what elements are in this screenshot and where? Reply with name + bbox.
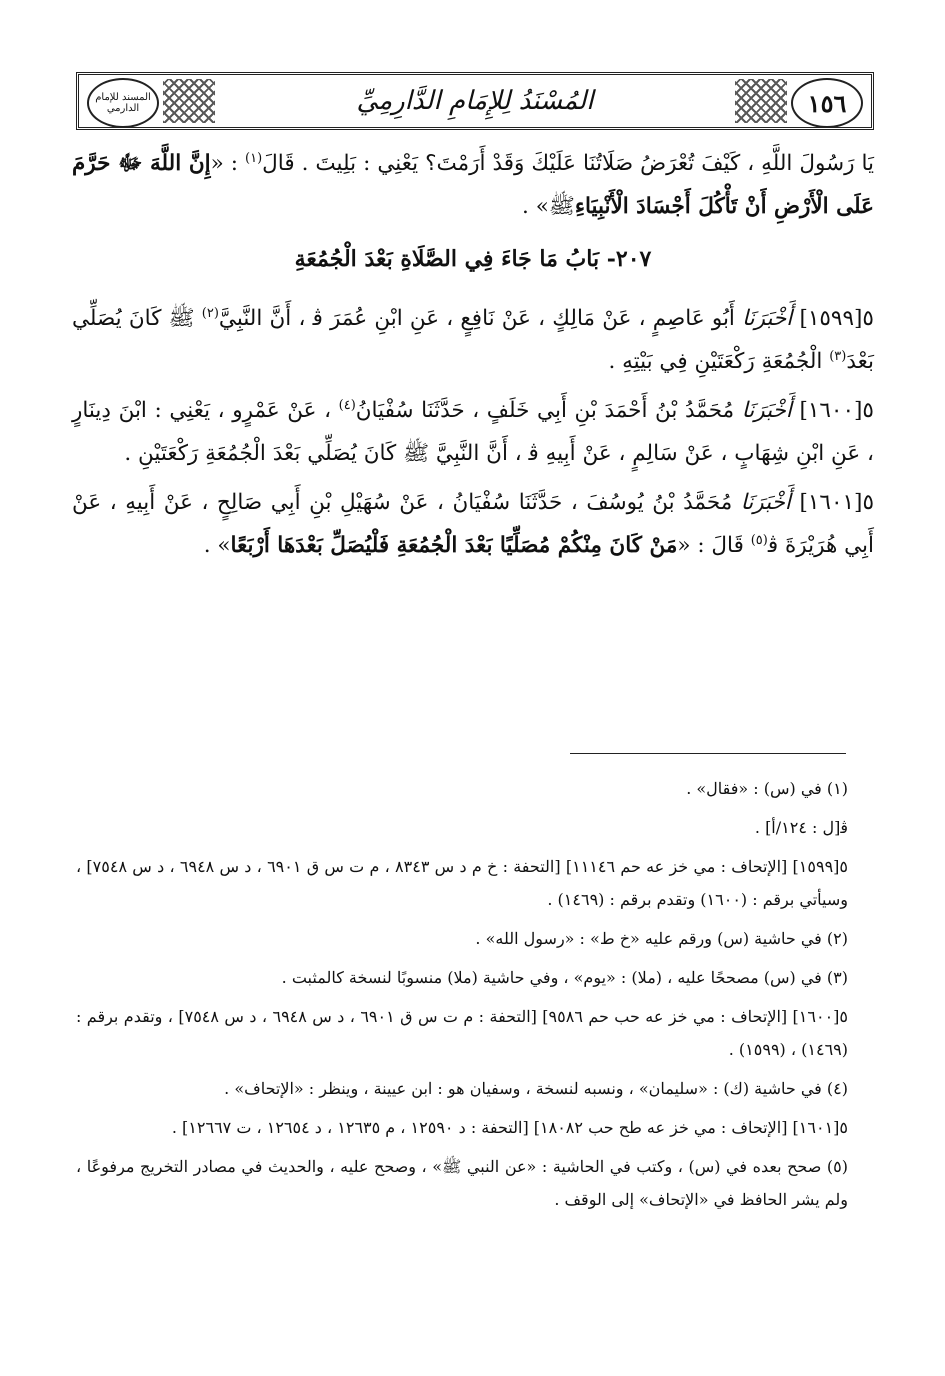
hadith-quote: مَنْ كَانَ مِنْكُمْ مُصَلِّيًا بَعْدَ الْجُمُعَةِ فَلْيُصَلِّ بَعْدَهَا أَرْبَعًا [230,533,678,558]
chapter-heading: ٢٠٧- بَابُ مَا جَاءَ فِي الصَّلَاةِ بَعْدَ الْجُمُعَةِ [294,246,652,272]
footnote-2: (٢) في حاشية (س) ورقم عليه «خ ط» : «رسول الله» . [475,929,848,948]
p1-colon: : « [210,151,245,176]
footnote-5: (٥) صحح بعده في (س) ، وكتب في الحاشية : «عن النبي ﷺ» ، وصحح عليه ، والحديث في مصادر التخريج مرفوعًا ، ولم يشر الحافظ في «الإتحاف» إلى الوقف . [76,1157,849,1209]
book-seal-logo [87,78,159,128]
takhrij-1601: ٥[١٦٠١] [الإتحاف : مي خز عه طح حب ١٨٠٨٢] [التحفة : د ١٢٥٩٠ ، م ١٢٦٣٥ ، د ١٢٦٥٤ ، ت ١٢٦٦٧] . [171,1118,848,1137]
footnote-1: (١) في (س) : «فقال» . [686,779,848,798]
footnotes [76,772,848,1222]
footnote-ref-5: (٥) [750,532,768,548]
footnote-ref-1: (١) [245,150,263,166]
p1-end: ﷺ» . [522,194,575,219]
narration-word: أَخْبَرَنَا [742,306,793,331]
paragraph-continuation [72,142,874,228]
hadith-1599 [72,297,874,383]
hadith-number: ٥[١٥٩٩] [799,306,874,331]
ornament-band-right [735,79,787,123]
hadith-text: أَبُو عَاصِمٍ ، عَنْ مَالِكٍ ، عَنْ نَافِعٍ ، عَنِ ابْنِ عُمَرَ ﭬ ، أَنَّ النَّبِيَّ [218,306,743,331]
footnote-ref-3: (٣) [829,348,847,364]
hadith-text: ﷺ كَانَ يُصَلِّي بَعْدَ [72,306,874,374]
hadith-text: الْجُمُعَةِ رَكْعَتَيْنِ فِي بَيْتِهِ . [608,349,830,374]
hadith-text: ، عَنْ عَمْرٍو ، يَعْنِي : ابْنَ دِينَارٍ ، عَنِ ابْنِ شِهَابٍ ، عَنْ سَالِمٍ ، عَنْ أَبِيهِ ﭬ ، أَنَّ النَّبِيَّ ﷺ كَانَ يُصَلِّي بَعْدَ الْجُمُعَةِ رَكْعَتَيْنِ . [72,398,874,466]
hadith-1601 [72,481,874,567]
footnote-4: (٤) في حاشية (ك) : «سليمان» ، ونسبه لنسخة ، وسفيان هو : ابن عيينة ، وينظر : «الإتحاف» . [224,1079,848,1098]
running-title: المُسْنَدُ لِلإِمَامِ الدَّارِمِيِّ [356,86,594,116]
hadith-number: ٥[١٦٠٠] [799,398,874,423]
p1-hadith-quote: إِنَّ اللَّهَ ﷻ حَرَّمَ عَلَى الْأَرْضِ أَنْ تَأْكُلَ أَجْسَادَ الْأَنْبِيَاءِ [72,151,874,219]
hadith-text: مُحَمَّدُ بْنُ يُوسُفَ ، حَدَّثَنَا سُفْيَانُ ، عَنْ سُهَيْلِ بْنِ أَبِي صَالِحٍ ، عَنْ أَبِيهِ ، عَنْ أَبِي هُرَيْرَةَ ﭬ [72,490,874,558]
hadith-text: مُحَمَّدُ بْنُ أَحْمَدَ بْنِ أَبِي خَلَفٍ ، حَدَّثَنَا سُفْيَانُ [355,398,742,423]
takhrij-1599: ٥[١٥٩٩] [الإتحاف : مي خز عه حم ١١١٤٦] [التحفة : خ م د س ٨٣٤٣ ، م ت س ق ٦٩٠١ ، د س ٦٩٤٨ ، د س ٧٥٤٨] ، وسيأتي برقم : (١٦٠٠) وتقدم برقم : (١٤٦٩) . [76,857,849,909]
hadith-1600 [72,389,874,475]
page-number: ١٥٦ [791,78,863,128]
footnote-ref-2: (٢) [201,305,219,321]
footnote-3: (٣) في (س) مصححًا عليه ، (ملا) : «يوم» ، وفي حاشية (ملا) منسوبًا لنسخة كالمثبت . [281,968,848,987]
folio-note: ﭬ[ل : ١٢٤/أ] . [754,818,848,837]
hadith-text: قَالَ : « [677,533,751,558]
ornament-band-left [163,79,215,123]
page-header [76,72,874,130]
seal-text: المسند للإمام الدارمي [95,92,151,114]
narration-word: أَخْبَرَنَا [741,398,792,423]
hadith-text: » . [203,533,231,558]
footnote-ref-4: (٤) [338,397,356,413]
takhrij-1600: ٥[١٦٠٠] [الإتحاف : مي خز عه حب حم ٩٥٨٦] [التحفة : م ت س ق ٦٩٠١ ، د س ٦٩٤٨ ، د س ٧٥٤٨] ، وتقدم برقم : (١٤٦٩) ، (١٥٩٩) . [76,1007,849,1059]
narration-word: أَخْبَرَنَا [740,490,791,515]
main-text [72,142,874,573]
hadith-number: ٥[١٦٠١] [799,490,874,515]
p1-text: يَا رَسُولَ اللَّهِ ، كَيْفَ تُعْرَضُ صَلَاتُنَا عَلَيْكَ وَقَدْ أَرَمْتَ؟ يَعْنِي : بَلِيتَ . قَالَ [262,151,874,176]
footnote-divider [570,753,846,754]
